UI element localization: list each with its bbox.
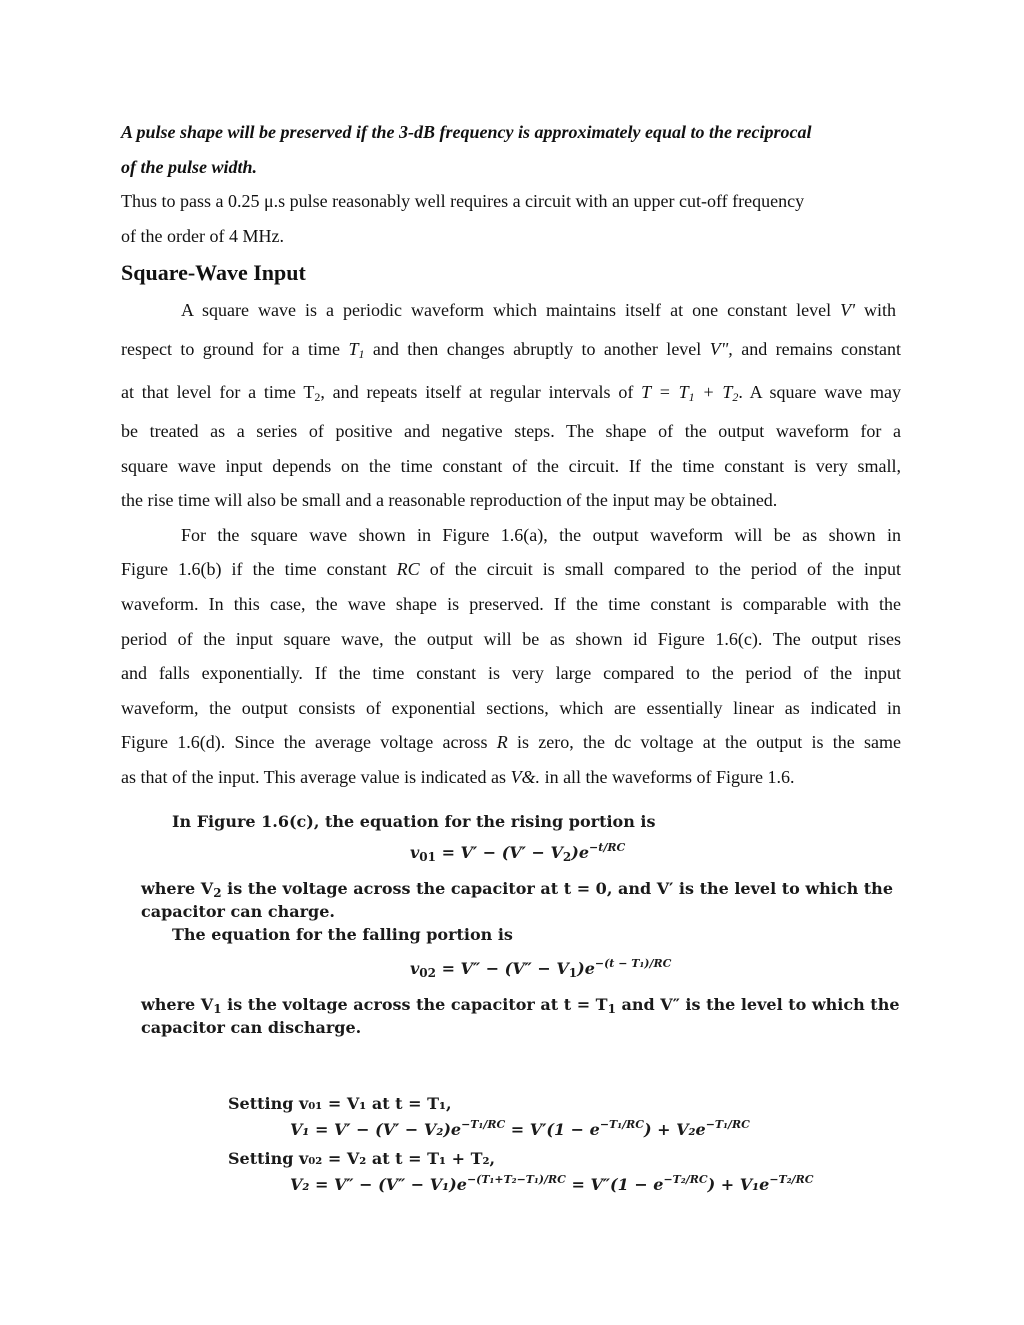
para1-line-5: square wave input depends on the time constant of the circuit. If the time constant is very small, [121, 456, 901, 476]
rising-intro: In Figure 1.6(c), the equation for the rising portion is [172, 812, 656, 831]
para2-line-3: waveform. In this case, the wave shape is preserved. If the time constant is comparable with the [121, 594, 901, 614]
where1-line-1: where $V_2$ is the voltage across the capacitor at t = 0, and V′ is the level to which the [141, 879, 893, 900]
para1-line-1: A square wave is a periodic waveform which maintains itself at one constant level V' with [181, 300, 897, 320]
equation-v1: $V_1 = V' - (V' - V_2)e^{-T_1/RC} = V'(1 - e^{-T_1/RC}) + V_2e^{-T_1/RC}$ [290, 1118, 750, 1139]
para1-line-4: be treated as a series of positive and negative steps. The shape of the output waveform for a [121, 421, 901, 441]
para1-line-6: the rise time will also be small and a reasonable reproduction of the input may be obtained. [121, 490, 778, 510]
para2-line-1: For the square wave shown in Figure 1.6(a), the output waveform will be as shown in [181, 525, 901, 545]
para2-line-7: Figure 1.6(d). Since the average voltage across R is zero, the dc voltage at the output is the same [121, 732, 901, 752]
equation-v2: $V_2 = V'' - (V'' - V_1)e^{-(T_1+T_2-T_1)/RC} = V''(1 - e^{-T_2/RC}) + V_1e^{-T_2/RC}$ [290, 1173, 814, 1194]
emphasis-line-2: of the pulse width. [121, 157, 258, 177]
equation-v01: $v_{01} = V' - (V' - V_2)e^{-t/RC}$ [410, 841, 626, 864]
where1-line-2: capacitor can charge. [141, 902, 335, 921]
para2-line-2: Figure 1.6(b) if the time constant RC of the circuit is small compared to the period of the input [121, 559, 902, 579]
para2-line-4: period of the input square wave, the output will be as shown id Figure 1.6(c). The output rises [121, 629, 901, 649]
para1-line-2: respect to ground for a time $T_1$ and then changes abruptly to another level V", and remains constant [121, 339, 901, 361]
setting-v01: Setting v₀₁ = V₁ at t = T₁, [228, 1094, 452, 1113]
thus-line-1: Thus to pass a 0.25 μ.s pulse reasonably well requires a circuit with an upper cut-off frequency [121, 191, 805, 211]
where2-line-1: where $V_1$ is the voltage across the capacitor at $t = T_1$ and V″ is the level to which the [141, 995, 900, 1016]
setting-v02: Setting v₀₂ = V₂ at t = T₁ + T₂, [228, 1149, 496, 1168]
section-heading: Square-Wave Input [121, 260, 306, 285]
emphasis-line-1: A pulse shape will be preserved if the 3-dB frequency is approximately equal to the reciprocal [121, 122, 812, 142]
para2-line-6: waveform, the output consists of exponential sections, which are essentially linear as indicated in [121, 698, 901, 718]
para2-line-5: and falls exponentially. If the time constant is very large compared to the period of the input [121, 663, 901, 683]
where2-line-2: capacitor can discharge. [141, 1018, 362, 1037]
para2-line-8: as that of the input. This average value is indicated as V&. in all the waveforms of Figure 1.6. [121, 767, 795, 787]
equation-v02: $v_{02} = V'' - (V'' - V_1)e^{-(t - T_1)/RC}$ [410, 957, 672, 980]
falling-intro: The equation for the falling portion is [172, 925, 513, 944]
para1-line-3: at that level for a time $T_2$, and repeats itself at regular intervals of $T = T_1 + T_2$. A square wave may [121, 382, 901, 404]
thus-line-2: of the order of 4 MHz. [121, 226, 284, 246]
